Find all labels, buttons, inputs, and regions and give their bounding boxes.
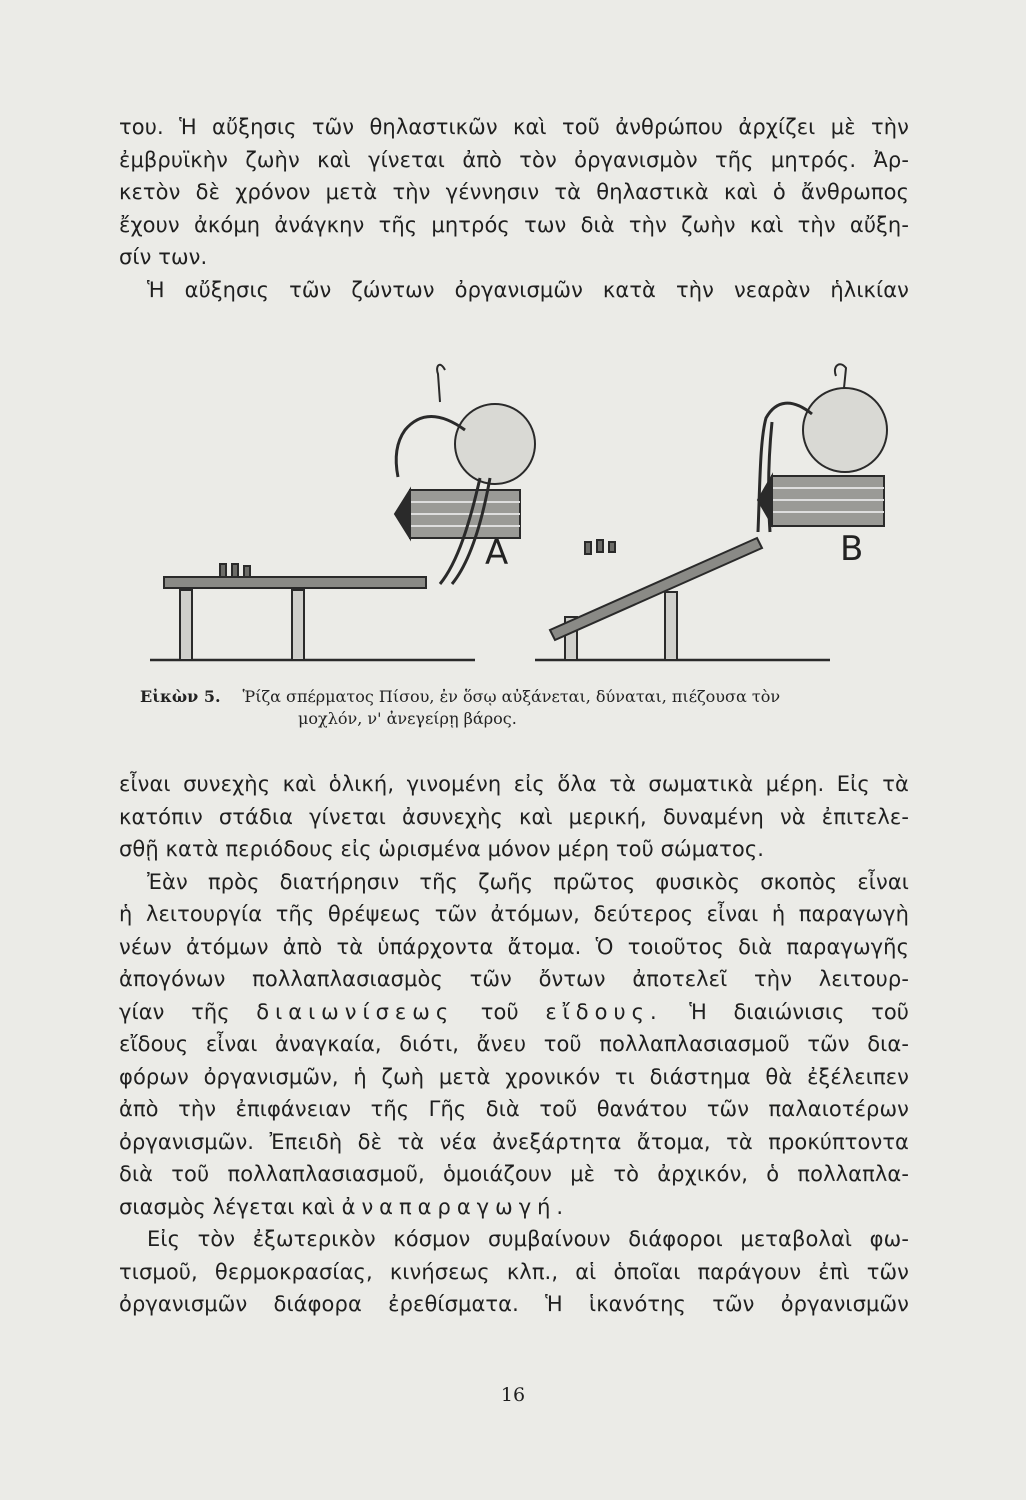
label-b: B xyxy=(840,529,864,569)
apparatus-a xyxy=(150,365,535,660)
text-line: νέων ἀτόμων ἀπὸ τὰ ὑπάρχοντα ἄτομα. Ὁ τοιοῦτος διὰ παραγωγῆς xyxy=(119,934,909,959)
text-line-spaced xyxy=(119,996,909,1029)
text-fragment: γίαν τῆς xyxy=(119,999,230,1024)
text-fragment: τοῦ xyxy=(480,999,519,1024)
paragraph-top xyxy=(119,111,909,306)
text-line: τισμοῦ, θερμοκρασίας, κινήσεως κλπ., αἱ ὁποῖαι παράγουν ἐπὶ τῶν xyxy=(119,1259,909,1284)
figure-caption xyxy=(140,686,900,730)
spaced-word: ἀναπαραγωγή. xyxy=(341,1194,570,1219)
text-line: Ἡ αὔξησις τῶν ζώντων ὀργανισμῶν κατὰ τὴν νεαρὰν ἡλικίαν xyxy=(147,277,909,302)
figure-lever-apparatus xyxy=(140,352,900,672)
seed-a xyxy=(455,404,535,484)
spaced-word: διαιωνίσεως xyxy=(256,999,455,1024)
caption-label: Εἰκὼν 5. xyxy=(140,687,221,706)
page-number: 16 xyxy=(500,1384,526,1406)
text-line: ἀπὸ τὴν ἐπιφάνειαν τῆς Γῆς διὰ τοῦ θανάτου τῶν παλαιοτέρων xyxy=(119,1097,909,1121)
text-line: κετὸν δὲ χρόνον μετὰ τὴν γέννησιν τὰ θηλαστικὰ καὶ ὁ ἄνθρωπος xyxy=(119,180,909,204)
text-line: διὰ τοῦ πολλαπλασιασμοῦ, ὁμοιάζουν μὲ τὸ ἀρχικόν, ὁ πολλαπλα- xyxy=(119,1162,909,1186)
text-line: Ἐὰν πρὸς διατήρησιν τῆς ζωῆς πρῶτος φυσικὸς σκοπὸς εἶναι xyxy=(147,869,909,894)
text-line: κατόπιν στάδια γίνεται ἀσυνεχὴς καὶ μερική, δυναμένη νὰ ἐπιτελε- xyxy=(119,804,909,829)
text-line: εἶναι συνεχὴς καὶ ὁλική, γινομένη εἰς ὅλα τὰ σωματικὰ μέρη. Εἰς τὰ xyxy=(119,772,909,796)
seed-b xyxy=(803,388,887,472)
text-line: Εἰς τὸν ἐξωτερικὸν κόσμον συμβαίνουν διάφοροι μεταβολαὶ φω- xyxy=(147,1227,909,1251)
block-b xyxy=(758,476,884,526)
text-line: εἴδους εἶναι ἀναγκαία, διότι, ἄνευ τοῦ πολλαπλασιασμοῦ τῶν δια- xyxy=(119,1032,909,1056)
text-line: του. Ἡ αὔξησις τῶν θηλαστικῶν καὶ τοῦ ἀνθρώπου ἀρχίζει μὲ τὴν xyxy=(119,115,909,139)
caption-text-line2: μοχλόν, ν' ἀνεγείρῃ βάρος. xyxy=(298,709,517,728)
caption-text: Ῥίζα σπέρματος Πίσου, ἐν ὅσῳ αὐξάνεται, δύναται, πιέζουσα τὸν xyxy=(242,687,781,706)
text-line: ἔχουν ἀκόμη ἀνάγκην τῆς μητρός των διὰ τὴν ζωὴν καὶ τὴν αὔξη- xyxy=(119,212,909,237)
text-line: σίν των. xyxy=(119,245,208,269)
block-a xyxy=(395,490,520,538)
text-fragment: Ἡ διαιώνισις τοῦ xyxy=(689,999,910,1024)
text-line: ὀργανισμῶν διάφορα ἐρεθίσματα. Ἡ ἱκανότης τῶν ὀργανισμῶν xyxy=(119,1292,909,1316)
text-line: φόρων ὀργανισμῶν, ἡ ζωὴ μετὰ χρονικόν τι διάστημα θὰ ἐξέλειπεν xyxy=(119,1064,909,1089)
text-line: σθῇ κατὰ περιόδους εἰς ὡρισμένα μόνον μέρη τοῦ σώματος. xyxy=(119,837,765,861)
text-line: ἐμβρυϊκὴν ζωὴν καὶ γίνεται ἀπὸ τὸν ὀργανισμὸν τῆς μητρός. Ἀρ- xyxy=(119,147,909,172)
text-line: ἀπογόνων πολλαπλασιασμὸς τῶν ὄντων ἀποτελεῖ τὴν λειτουρ- xyxy=(119,967,909,991)
text-line-spaced xyxy=(119,1191,909,1224)
text-line: ἡ λειτουργία τῆς θρέψεως τῶν ἀτόμων, δεύτερος εἶναι ἡ παραγωγὴ xyxy=(119,902,909,926)
apparatus-b xyxy=(535,364,887,660)
label-a: A xyxy=(485,533,509,573)
text-line: ὀργανισμῶν. Ἐπειδὴ δὲ τὰ νέα ἀνεξάρτητα ἄτομα, τὰ προκύπτοντα xyxy=(119,1129,909,1154)
text-fragment: σιασμὸς λέγεται καὶ xyxy=(119,1194,335,1219)
paragraph-bottom xyxy=(119,768,909,1321)
spaced-word: εἴδους. xyxy=(545,999,663,1024)
